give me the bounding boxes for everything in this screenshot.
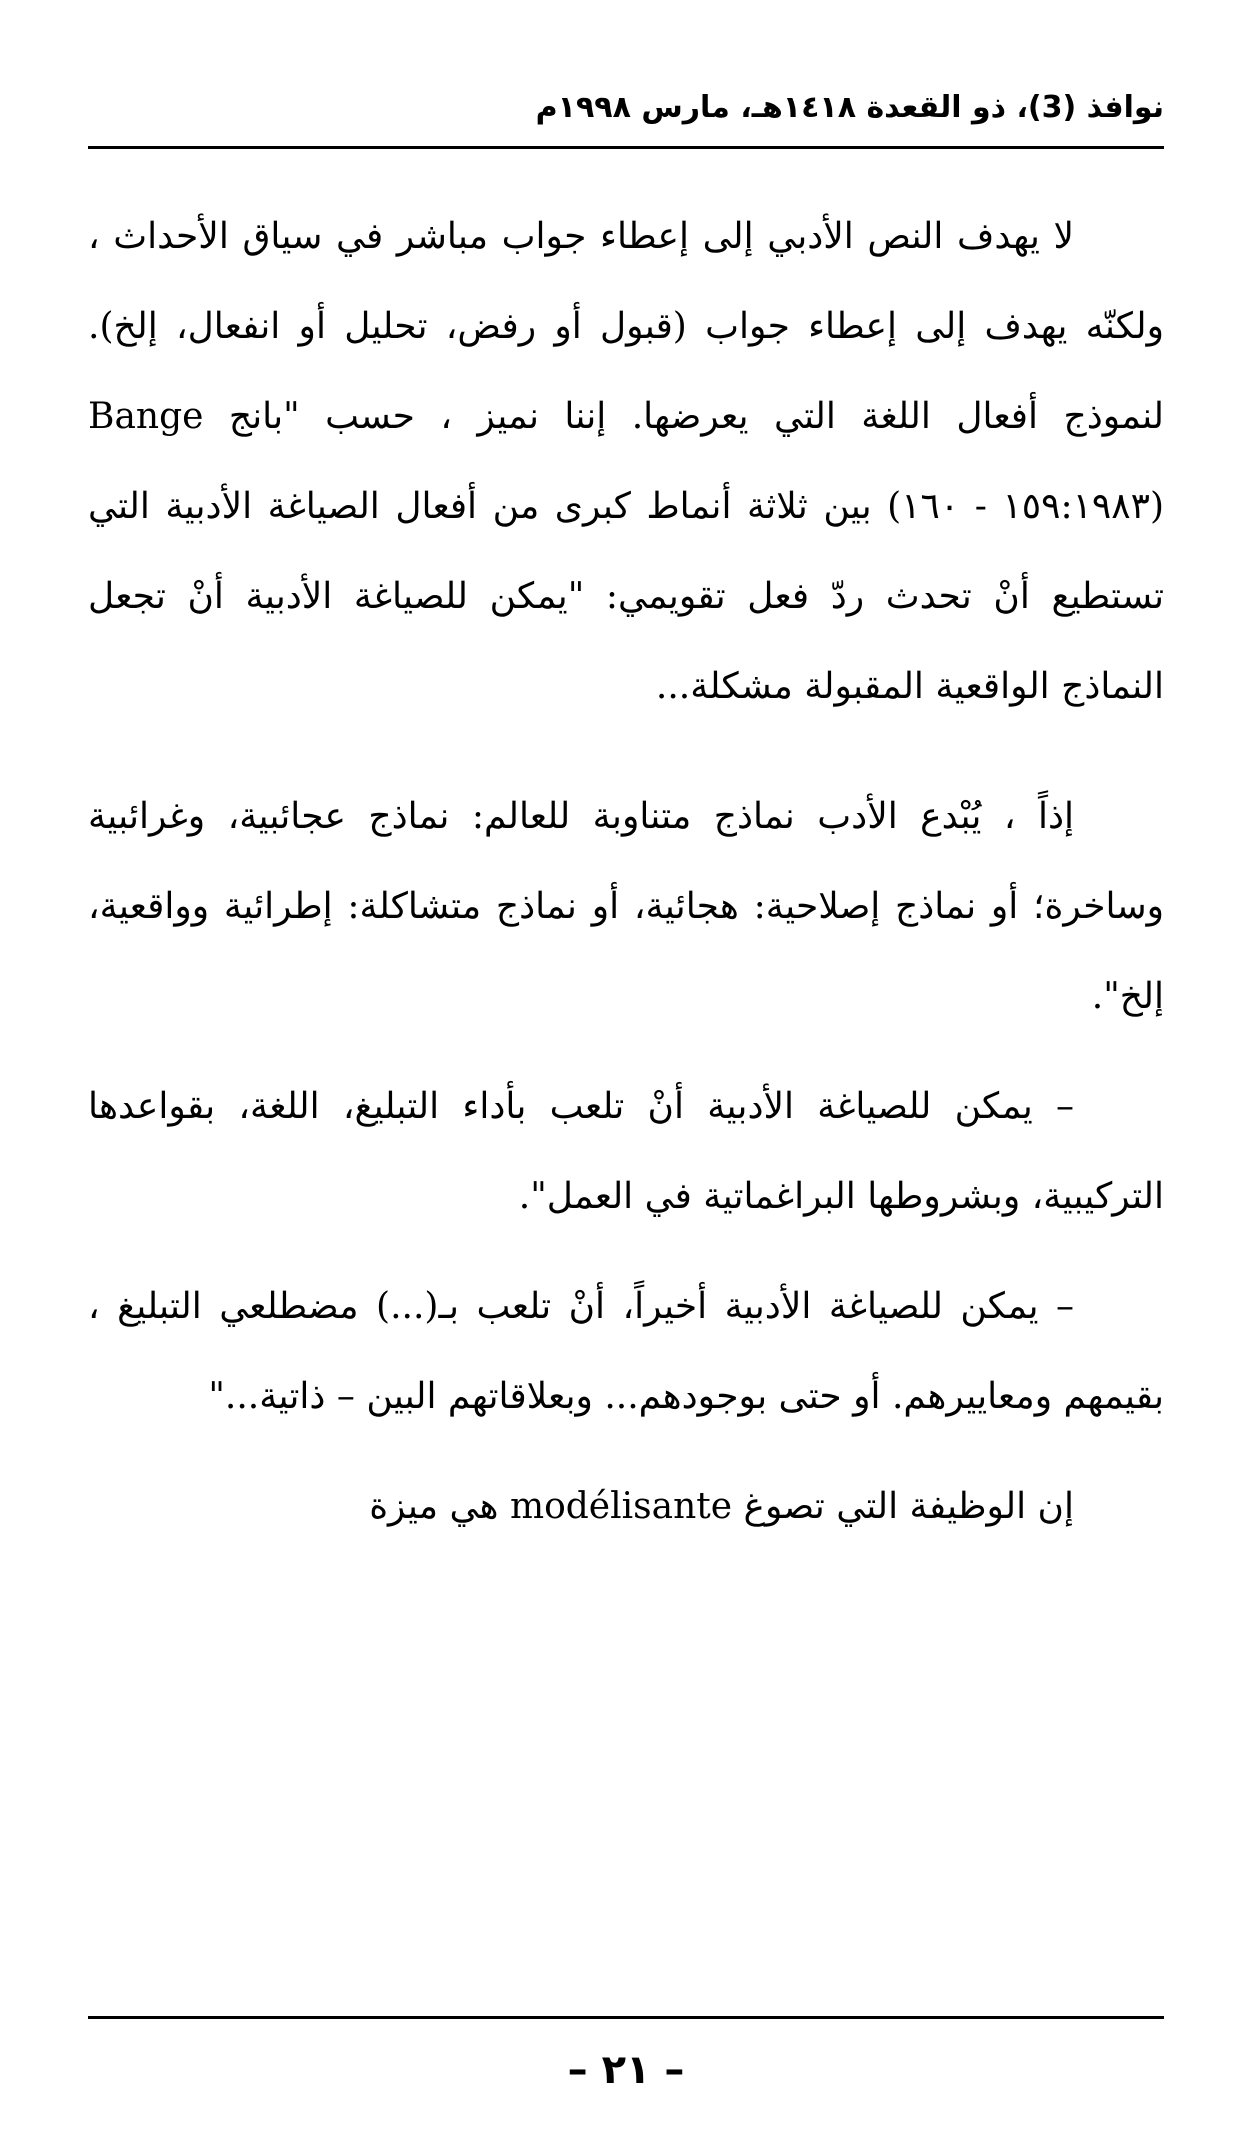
footer-rule (88, 2016, 1164, 2019)
page-number: – ٢١ – (567, 2047, 685, 2093)
paragraph-3: – يمكن للصياغة الأدبية أنْ تلعب بأداء التبليغ، اللغة، بقواعدها التركيبية، وبشروطها البراغماتية في العمل". (88, 1086, 1164, 1217)
body-text (88, 192, 1164, 1996)
paragraph-4: – يمكن للصياغة الأدبية أخيراً، أنْ تلعب بـ(...) مضطلعي التبليغ ، بقيمهم ومعاييرهم. أو حتى بوجودهم... وبعلاقاتهم البين – ذاتية..." (88, 1286, 1164, 1417)
paragraph-1: لا يهدف النص الأدبي إلى إعطاء جواب مباشر في سياق الأحداث ، ولكنّه يهدف إلى إعطاء جواب (قبول أو رفض، تحليل أو انفعال، إلخ). لنموذج أفعال اللغة التي يعرضها. إننا نميز ، حسب "بانج Bange (١٥٩:١٩٨٣ - ١٦٠) بين ثلاثة أنماط كبرى من أفعال الصياغة الأدبية التي تستطيع أنْ تحدث ردّ فعل تقويمي: "يمكن للصياغة الأدبية أنْ تجعل النماذج الواقعية المقبولة مشكلة... (88, 216, 1164, 707)
header-rule (88, 146, 1164, 149)
paragraph-5: إن الوظيفة التي تصوغ modélisante هي ميزة (369, 1486, 1074, 1527)
running-header: نوافذ (3)، ذو القعدة ١٤١٨هـ، مارس ١٩٩٨م (535, 90, 1164, 125)
document-page (88, 0, 1164, 2146)
paragraph-2: إذاً ، يُبْدع الأدب نماذج متناوبة للعالم: نماذج عجائبية، وغرائبية وساخرة؛ أو نماذج إصلاحية: هجائية، أو نماذج متشاكلة: إطرائية وواقعية، إلخ". (88, 796, 1164, 1017)
